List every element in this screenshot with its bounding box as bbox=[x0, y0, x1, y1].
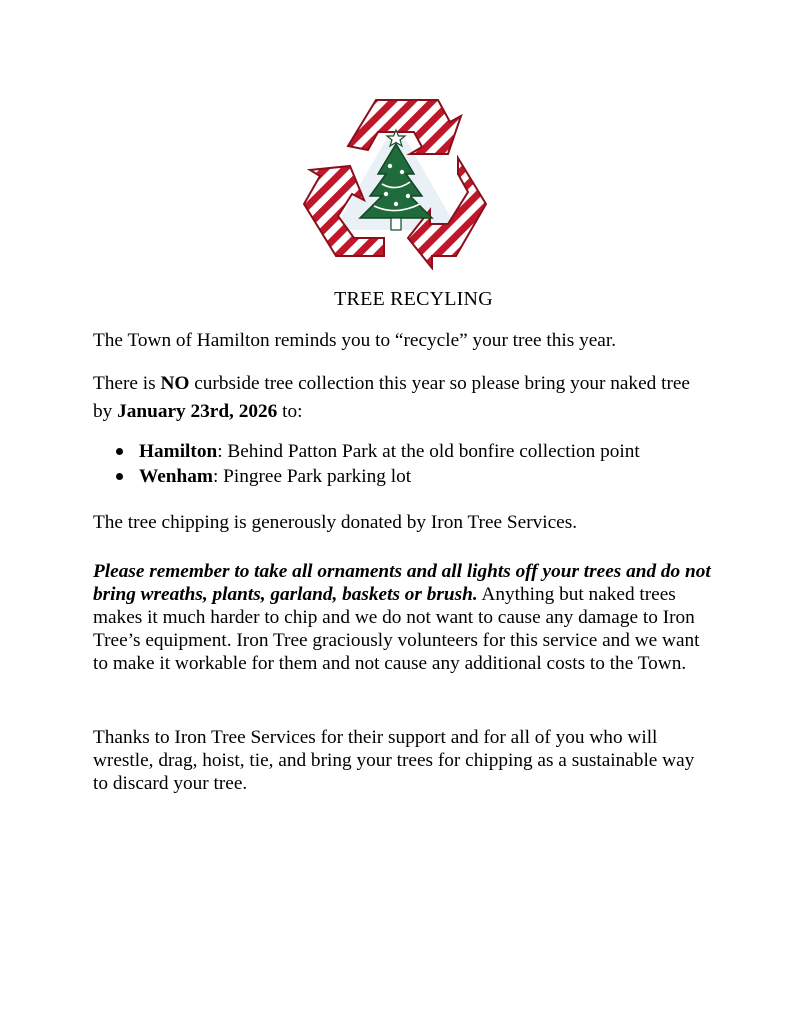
reminder-emphasis: Please remember to take all ornaments and all lights off your trees and do not bring wreaths, plants, garland, baskets or brush. bbox=[93, 561, 711, 605]
reminder-paragraph bbox=[93, 560, 713, 675]
bullet-icon bbox=[116, 448, 123, 455]
collection-text-after: to: bbox=[277, 401, 303, 422]
christmas-tree-recycle-icon bbox=[298, 92, 494, 270]
collection-paragraph bbox=[93, 370, 713, 426]
thanks-paragraph: Thanks to Iron Tree Services for their support and for all of you who will wrestle, drag, hoist, tie, and bring your trees for chipping as a sustainable way to discard your tree. bbox=[93, 727, 695, 794]
location-town: Hamilton bbox=[139, 441, 218, 462]
emphasis-no: NO bbox=[160, 373, 190, 394]
reminder-body: Anything but naked trees makes it much harder to chip and we do not want to cause any damage to Iron Tree’s equipment. Iron Tree graciously volunteers for this service and we want to make it workable for them and not cause any additional costs to the Town. bbox=[93, 584, 700, 674]
dropoff-location-list bbox=[93, 439, 713, 489]
collection-text-middle: curbside tree collection this year so please bring your naked tree by bbox=[93, 373, 690, 422]
collection-text-before: There is bbox=[93, 373, 161, 394]
list-item bbox=[93, 439, 713, 464]
deadline-date: January 23rd, 2026 bbox=[117, 401, 278, 422]
donation-paragraph: The tree chipping is generously donated by Iron Tree Services. bbox=[93, 512, 578, 533]
location-description: : Pingree Park parking lot bbox=[212, 466, 412, 487]
intro-paragraph: The Town of Hamilton reminds you to “recycle” your tree this year. bbox=[93, 330, 617, 351]
location-description: : Behind Patton Park at the old bonfire collection point bbox=[217, 441, 640, 462]
page-title: TREE RECYLING bbox=[334, 288, 493, 310]
bullet-icon bbox=[116, 473, 123, 480]
location-town: Wenham bbox=[139, 466, 213, 487]
list-item bbox=[93, 464, 713, 489]
